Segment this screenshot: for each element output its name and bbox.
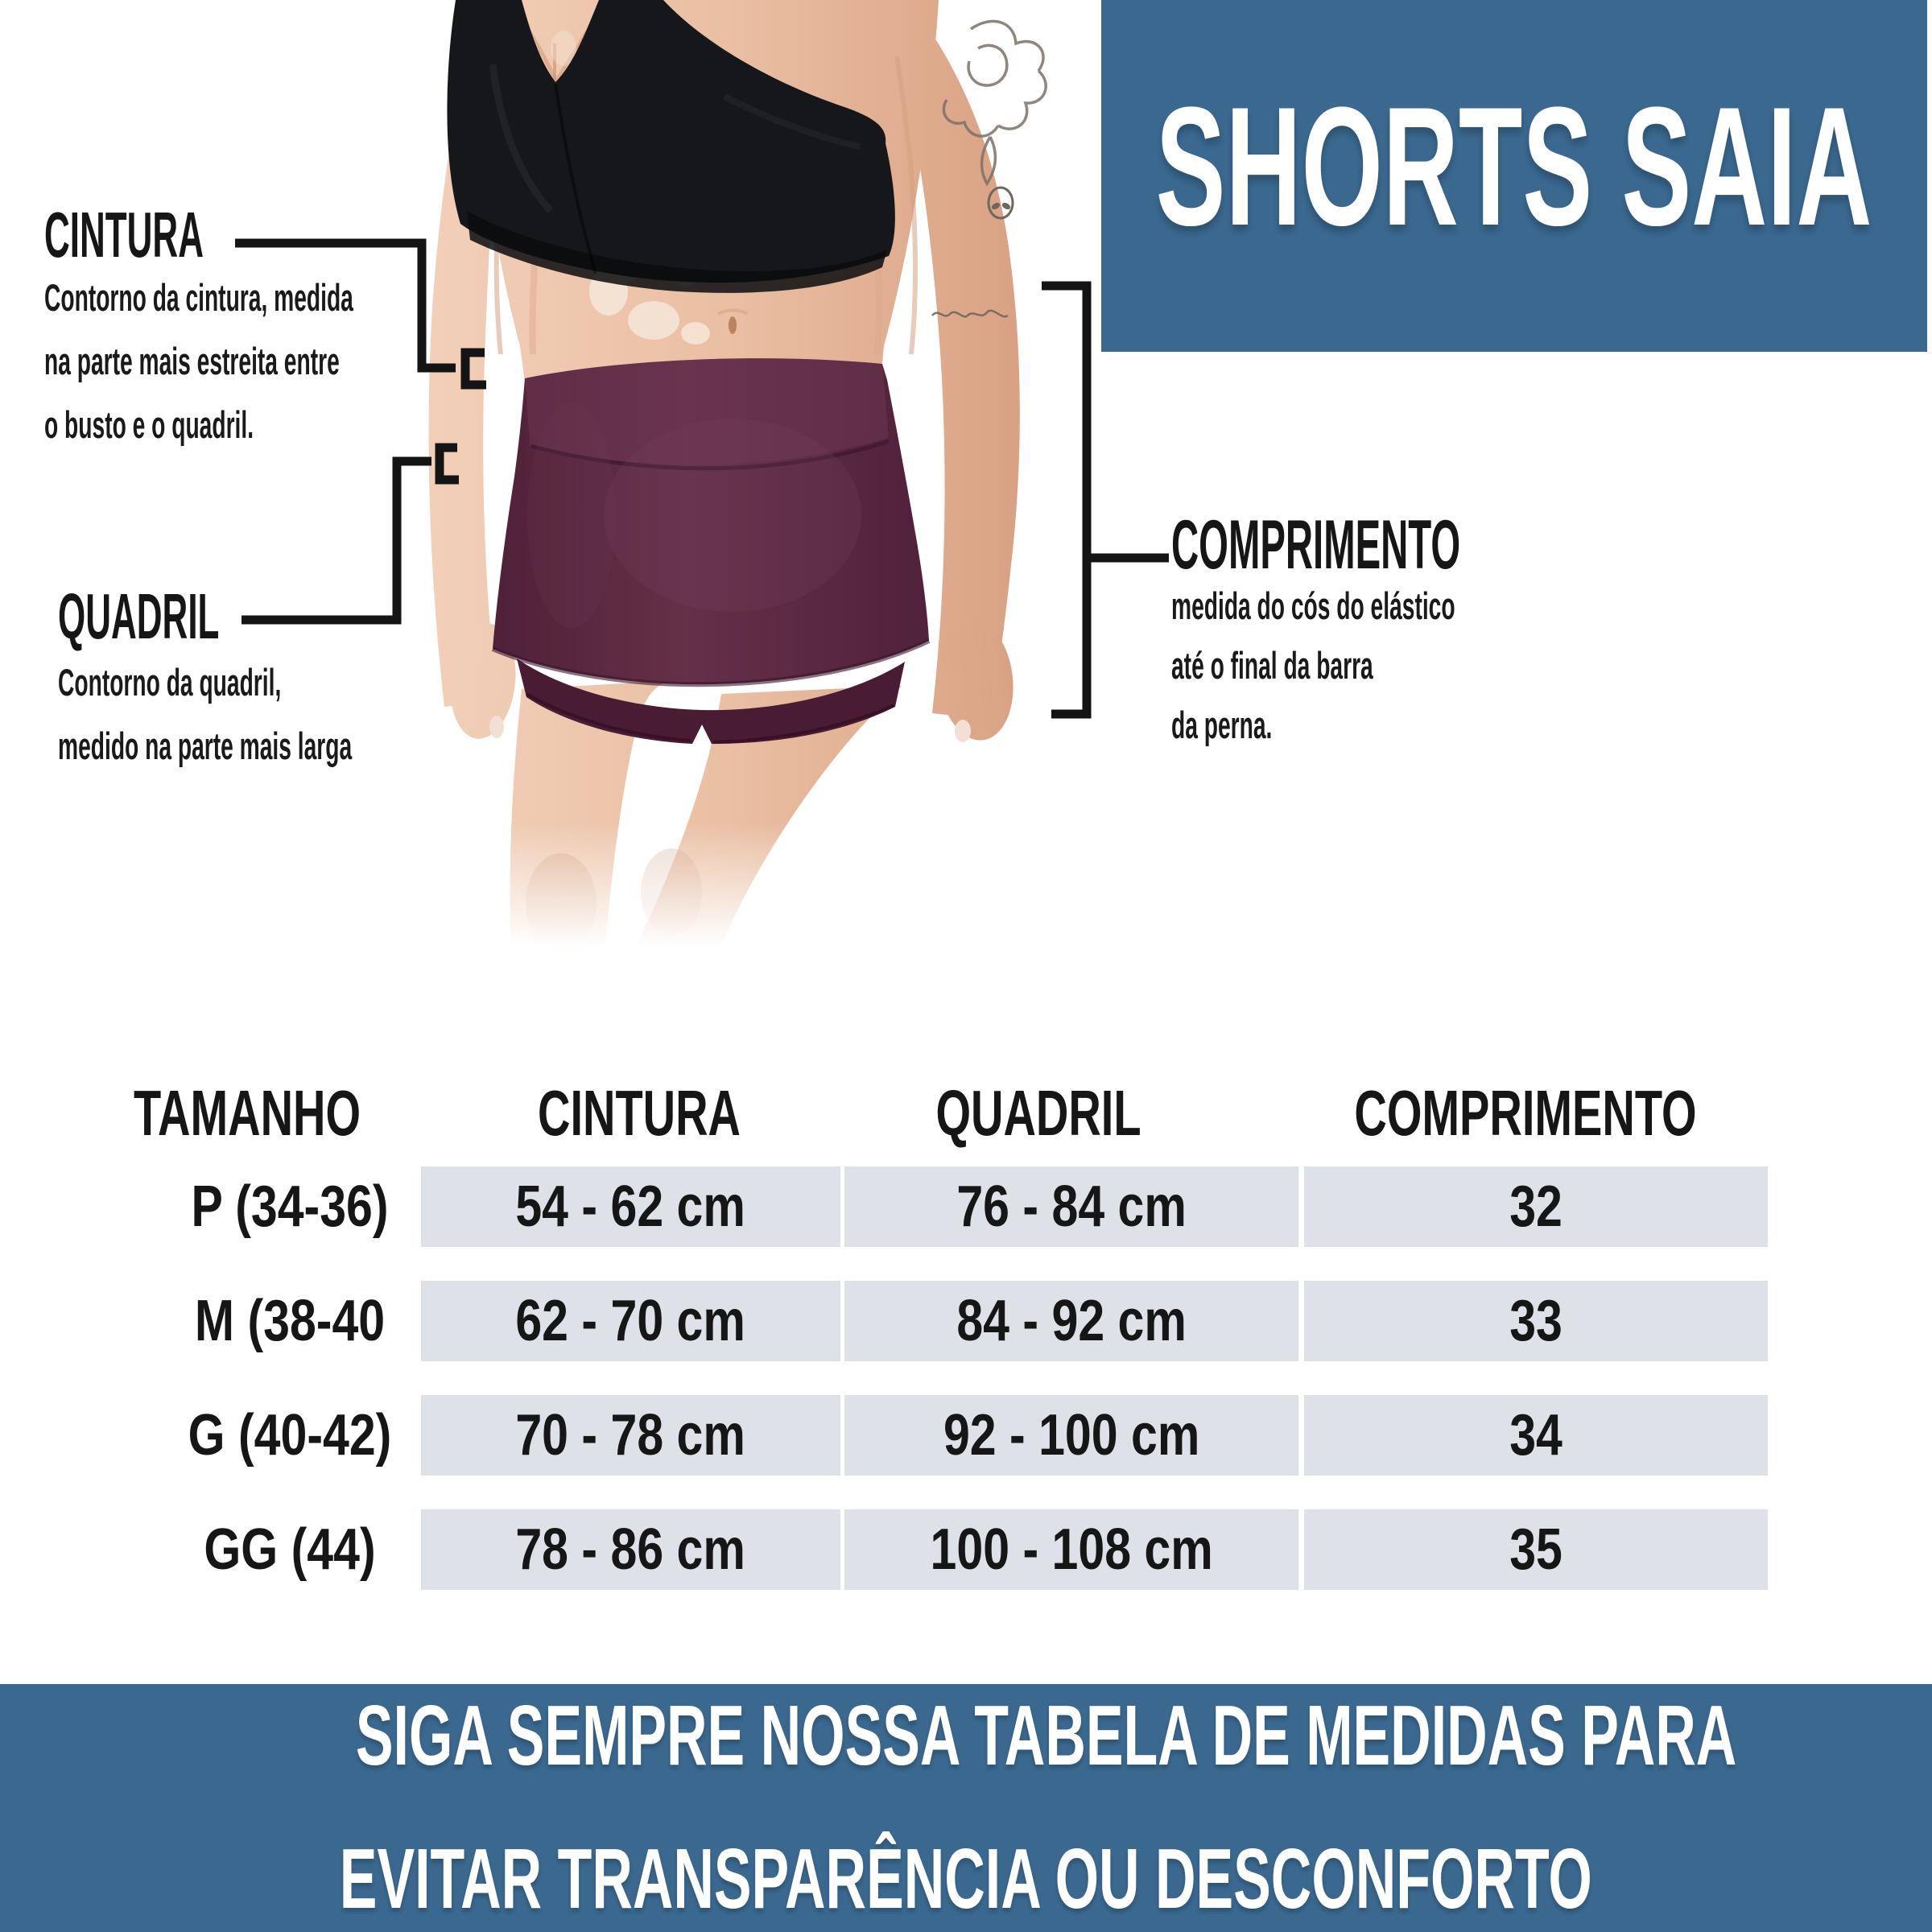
comprimento-label: COMPRIMENTO <box>1171 506 1461 584</box>
right-nail <box>955 720 971 742</box>
table-cell-comprimento: 35 <box>1304 1509 1768 1590</box>
banner-line-2: EVITAR TRANSPARÊNCIA OU DESCONFORTO <box>339 1831 1593 1926</box>
table-cell-cintura: 70 - 78 cm <box>421 1395 840 1476</box>
size-label: GG (44) <box>204 1517 376 1582</box>
footer-banner <box>0 1684 1932 1932</box>
table-header-quadril: QUADRIL <box>935 1077 1141 1149</box>
table-header-cintura: CINTURA <box>538 1077 741 1149</box>
title-box <box>1101 0 1927 352</box>
quadril-description: Contorno da quadril, medido na parte mais larga <box>58 661 353 767</box>
table-cell-quadril: 76 - 84 cm <box>844 1166 1298 1247</box>
table-cell-quadril: 92 - 100 cm <box>844 1395 1298 1476</box>
quadril-label: QUADRIL <box>58 580 220 652</box>
size-label: G (40-42) <box>188 1403 392 1468</box>
cintura-description: Contorno da cintura, medida na parte mais estreita entre o busto e o quadril. <box>44 276 353 446</box>
table-header-tamanho: TAMANHO <box>133 1077 361 1149</box>
table-cell-cintura: 62 - 70 cm <box>421 1281 840 1361</box>
comprimento-description: medida do cós do elástico até o final da barra da perna. <box>1171 584 1455 746</box>
banner-line-1: SIGA SEMPRE NOSSA TABELA DE MEDIDAS PARA <box>355 1688 1737 1783</box>
comprimento-bracket <box>1042 286 1087 714</box>
size-label: P (34-36) <box>191 1174 389 1239</box>
table-cell-quadril: 84 - 92 cm <box>844 1281 1298 1361</box>
table-cell-comprimento: 33 <box>1304 1281 1768 1361</box>
size-label: M (38-40 <box>194 1289 386 1353</box>
table-cell-comprimento: 32 <box>1304 1166 1768 1247</box>
table-cell-cintura: 54 - 62 cm <box>421 1166 840 1247</box>
cintura-label: CINTURA <box>44 199 204 270</box>
table-header-comprimento: COMPRIMENTO <box>1354 1077 1697 1149</box>
page-title: SHORTS SAIA <box>1156 71 1872 261</box>
table-cell-quadril: 100 - 108 cm <box>844 1509 1298 1590</box>
table-cell-comprimento: 34 <box>1304 1395 1768 1476</box>
table-cell-cintura: 78 - 86 cm <box>421 1509 840 1590</box>
